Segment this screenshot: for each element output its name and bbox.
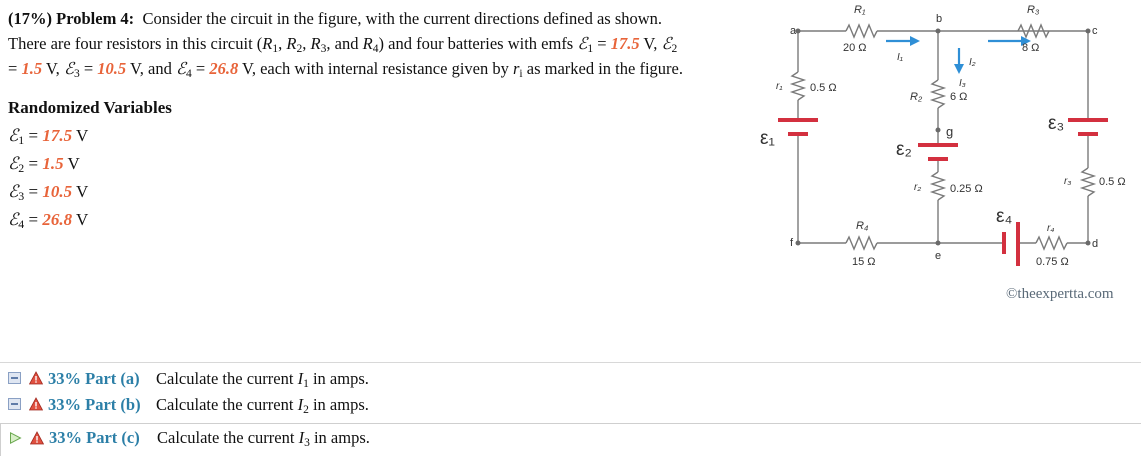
- variable-emf4: ℰ$_4$ = 26.8 V: [8, 210, 89, 231]
- variable-subscript: 2: [18, 161, 25, 175]
- node-b-dot: [936, 29, 941, 34]
- r2-value: 6 Ω: [950, 91, 968, 103]
- part-variable-subscript: 1: [303, 378, 309, 390]
- collapse-icon[interactable]: [8, 398, 21, 410]
- r3-internal-value: 0.5 Ω: [1099, 176, 1126, 188]
- part-a-description: [156, 366, 369, 392]
- variable-unit: V: [67, 154, 80, 173]
- circuit-diagram: [750, 0, 1141, 300]
- r1-value: 20 Ω: [843, 42, 867, 54]
- part-a-row[interactable]: [0, 366, 1141, 392]
- part-text-end: in amps.: [313, 428, 370, 447]
- variable-symbol: ℰ: [8, 210, 19, 230]
- emf3-value: 10.5: [97, 59, 127, 78]
- part-a-label[interactable]: 33% Part (a): [48, 369, 140, 388]
- node-f-dot: [796, 241, 801, 246]
- node-c-dot: [1086, 29, 1091, 34]
- part-text-end: in amps.: [312, 369, 369, 388]
- emf1-value: 17.5: [610, 34, 640, 53]
- part-c-description: [157, 424, 370, 452]
- part-b-label[interactable]: 33% Part (b): [48, 395, 141, 414]
- variable-unit: V: [76, 182, 89, 201]
- node-e-label: e: [935, 250, 942, 262]
- arrow-i1-head: [910, 36, 920, 46]
- emf2-label: ε₂: [896, 139, 912, 160]
- part-c-label[interactable]: 33% Part (c): [49, 428, 140, 447]
- problem-line-2: There are four resistors in this circuit ($R_1$, $R_2$, $R_3$, and $R_4$) and four batteries with emfs ℰ$_1$ = 17.5 V, ℰ$_2$: [8, 34, 678, 55]
- emf4-value: 26.8: [209, 59, 239, 78]
- section-divider: [0, 362, 1141, 363]
- problem-text-3a: V, each with internal resistance given by: [242, 59, 509, 78]
- part-b-description: [156, 392, 369, 418]
- resistor-r4-zigzag: [846, 237, 877, 249]
- variable-symbol: ℰ: [8, 126, 19, 146]
- warning-icon: [29, 371, 43, 385]
- warning-icon: [30, 431, 44, 445]
- problem-line-1: [8, 6, 748, 31]
- variable-value: 26.8: [42, 210, 73, 229]
- copyright-notice: ©theexpertta.com: [1006, 286, 1114, 302]
- problem-weight: (17%): [8, 9, 52, 28]
- part-variable-subscript: 3: [304, 437, 310, 449]
- part-variable-subscript: 2: [303, 404, 309, 416]
- r1-internal-value: 0.5 Ω: [810, 82, 837, 94]
- variable-emf3: ℰ$_3$ = 10.5 V: [8, 182, 89, 203]
- part-text: Calculate the current: [157, 428, 295, 447]
- i2-label: I₂: [969, 57, 976, 68]
- resistor-r1-internal-zigzag: [792, 72, 804, 100]
- problem-line-3: = 1.5 V, ℰ$_3$ = 10.5 V, and ℰ$_4$ = 26.8 V, each with internal resistance given by $r_i$ as marked in the figure.: [8, 59, 683, 80]
- variable-symbol: ℰ: [8, 182, 19, 202]
- part-c-row[interactable]: [0, 423, 1141, 456]
- i1-label: I₁: [897, 52, 903, 63]
- node-g-label: g: [946, 124, 954, 139]
- part-variable: I: [297, 395, 304, 414]
- variable-symbol: ℰ: [8, 154, 19, 174]
- r3-internal-label: r₃: [1064, 176, 1072, 187]
- r2-internal-label: r₂: [914, 182, 922, 193]
- variable-value: 1.5: [42, 154, 64, 173]
- emf3-label: ε₃: [1048, 113, 1065, 134]
- warning-icon: [29, 397, 43, 411]
- part-text: Calculate the current: [156, 369, 294, 388]
- resistor-r2-internal-zigzag: [932, 172, 944, 200]
- randomized-variables-list: [8, 122, 88, 234]
- part-variable: I: [298, 428, 305, 447]
- problem-text-2b: ) and four batteries with emfs: [378, 34, 574, 53]
- r3-label: R₃: [1027, 4, 1040, 16]
- node-e-dot: [936, 241, 941, 246]
- r1-label: R₁: [854, 4, 866, 16]
- r4-value: 15 Ω: [852, 256, 876, 268]
- variable-subscript: 1: [18, 133, 25, 147]
- problem-text-1: Consider the circuit in the figure, with the current directions defined as shown.: [142, 9, 663, 28]
- part-variable: I: [297, 369, 304, 388]
- part-text-end: in amps.: [312, 395, 369, 414]
- resistor-r2-zigzag: [932, 80, 944, 108]
- variable-unit: V: [76, 126, 89, 145]
- r4-internal-value: 0.75 Ω: [1036, 256, 1069, 268]
- collapse-icon[interactable]: [8, 372, 21, 384]
- problem-text-3b: as marked in the figure.: [526, 59, 683, 78]
- node-d-dot: [1086, 241, 1091, 246]
- r4-internal-label: r₄: [1047, 223, 1055, 234]
- variable-subscript: 3: [18, 189, 25, 203]
- node-d-label: d: [1092, 238, 1099, 250]
- r2-internal-value: 0.25 Ω: [950, 183, 983, 195]
- arrow-i3-head: [954, 64, 964, 74]
- randomized-variables-title: Randomized Variables: [8, 98, 172, 117]
- node-a-label: a: [790, 25, 797, 37]
- emf4-label: ε₄: [996, 206, 1013, 227]
- node-b-label: b: [936, 13, 943, 25]
- node-c-label: c: [1092, 25, 1098, 37]
- variable-emf2: ℰ$_2$ = 1.5 V: [8, 154, 80, 175]
- resistor-r3-internal-zigzag: [1082, 168, 1094, 196]
- i3-label: I₃: [959, 78, 966, 89]
- emf1-label: ε₁: [760, 128, 775, 149]
- r2-label: R₂: [910, 91, 923, 103]
- variable-emf1: ℰ$_1$ = 17.5 V: [8, 126, 89, 147]
- problem-title: Problem 4:: [56, 9, 135, 28]
- variable-value: 17.5: [42, 126, 73, 145]
- emf2-value: 1.5: [21, 59, 43, 78]
- resistor-r1-zigzag: [846, 25, 877, 37]
- resistor-r4-internal-zigzag: [1036, 237, 1067, 249]
- r1-internal-label: r₁: [776, 81, 783, 92]
- part-text: Calculate the current: [156, 395, 294, 414]
- node-a-dot: [796, 29, 801, 34]
- problem-text-2a: There are four resistors in this circuit (: [8, 34, 263, 53]
- r4-label: R₄: [856, 220, 869, 232]
- part-b-row[interactable]: [0, 392, 1141, 418]
- node-f-label: f: [790, 237, 794, 249]
- expand-play-icon[interactable]: [9, 432, 22, 444]
- node-g-dot: [936, 128, 941, 133]
- variable-unit: V: [76, 210, 89, 229]
- problem-statement: [8, 6, 748, 81]
- r3-value: 8 Ω: [1022, 42, 1040, 54]
- variable-value: 10.5: [42, 182, 73, 201]
- variable-subscript: 4: [18, 217, 25, 231]
